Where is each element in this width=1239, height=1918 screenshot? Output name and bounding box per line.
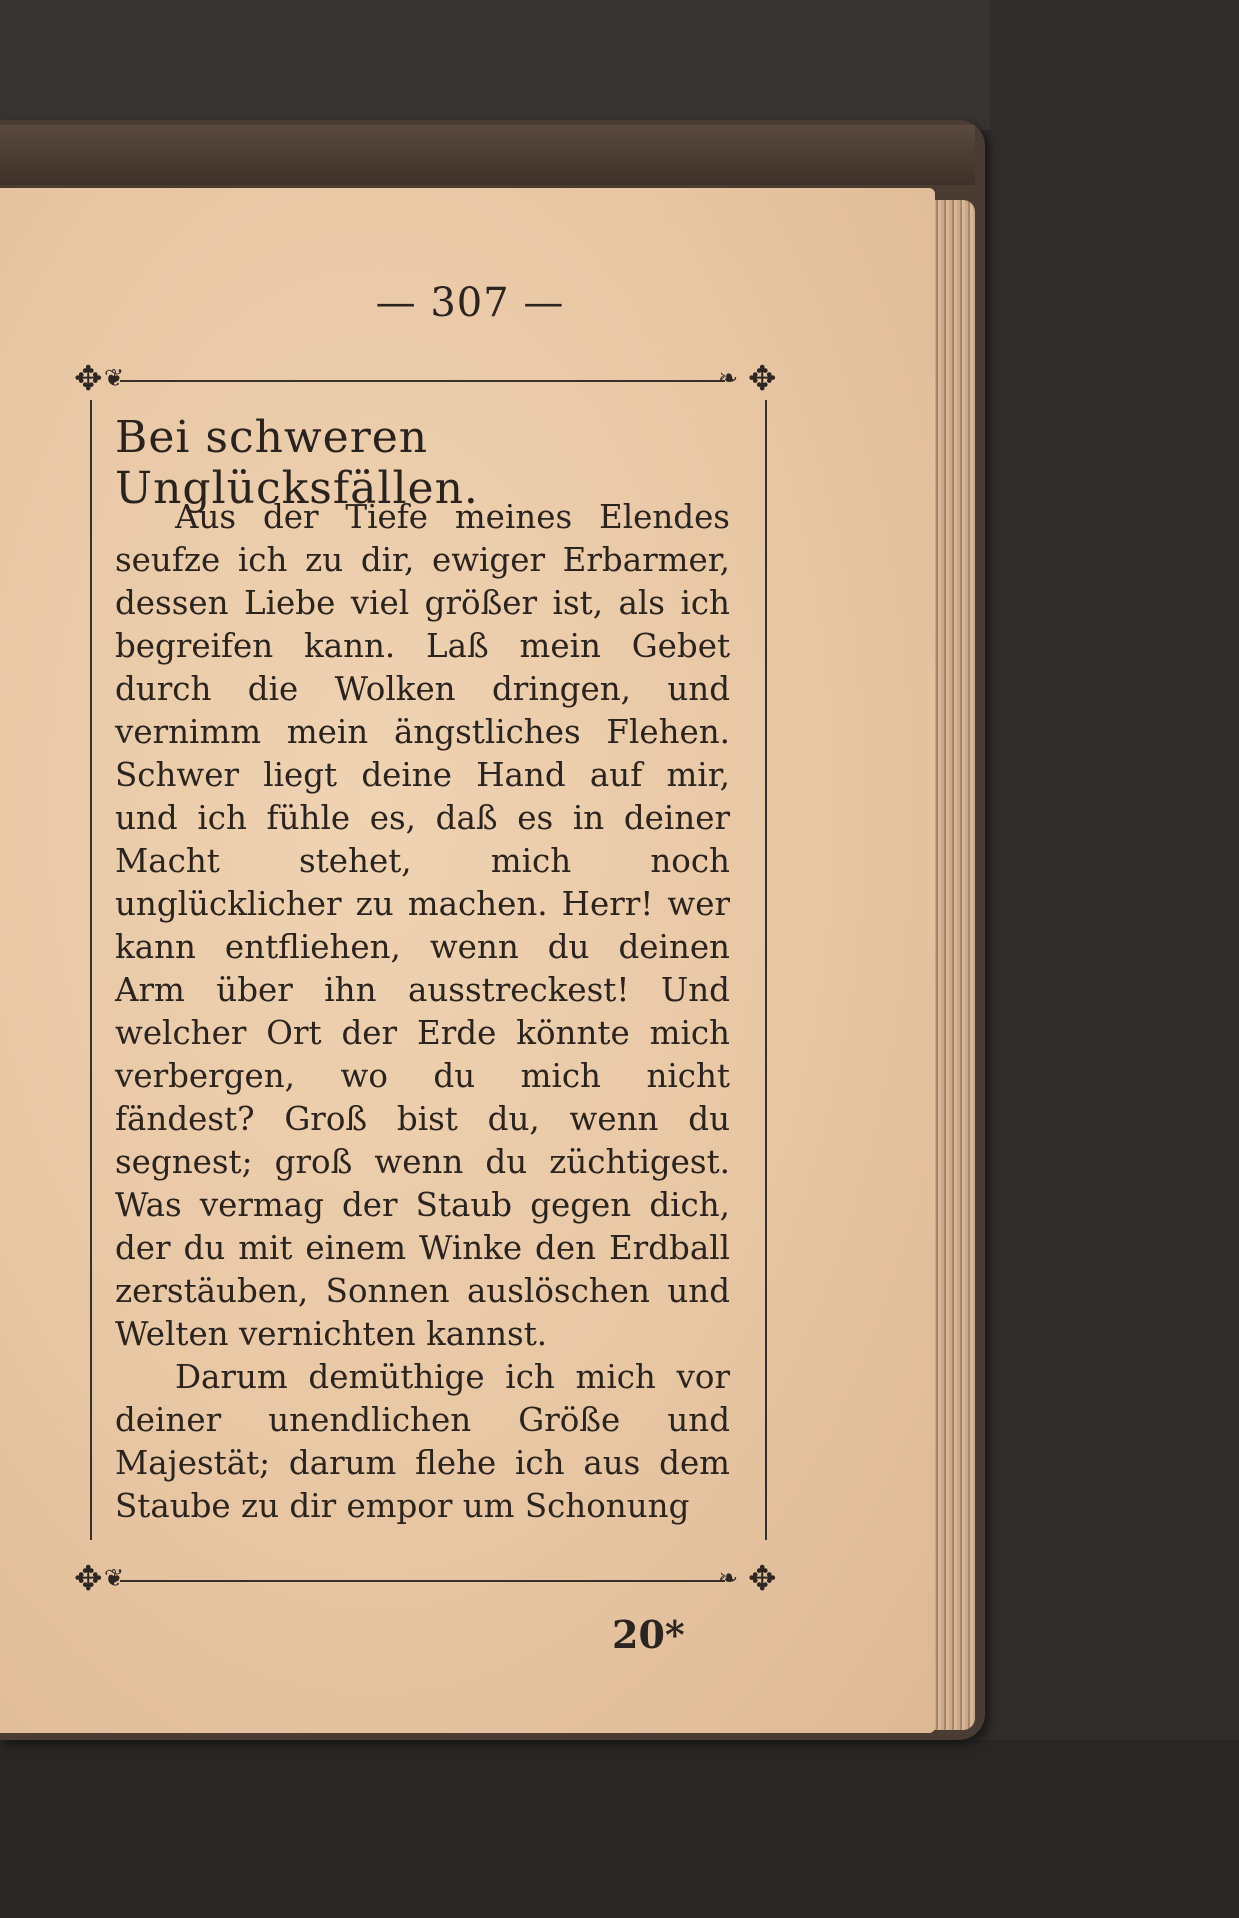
backdrop-right xyxy=(990,0,1239,1918)
cover-spine-strip xyxy=(0,125,975,185)
scroll-flourish-top-right-icon: ❧ xyxy=(718,364,739,392)
frame-top-rule xyxy=(120,380,725,382)
corner-ornament-bottom-right-icon: ✥ xyxy=(748,1559,777,1599)
scroll-flourish-top-left-icon: ❦ xyxy=(104,364,125,392)
corner-ornament-top-right-icon: ✥ xyxy=(748,359,777,399)
scroll-flourish-bottom-left-icon: ❦ xyxy=(104,1564,125,1592)
frame-bottom-rule xyxy=(120,1580,725,1582)
signature-mark: 20* xyxy=(612,1612,685,1657)
scroll-flourish-bottom-right-icon: ❧ xyxy=(718,1564,739,1592)
paragraph: Aus der Tiefe meines Elendes seufze ich zu dir, ewiger Erbarmer, dessen Liebe viel größer ist, als ich begreifen kann. Laß mein Gebet durch die Wolken dringen, und vernimm mein ängstliches Flehen. Schwer liegt deine Hand auf mir, und ich fühle es, daß es in deiner Macht stehet, mich noch unglücklicher zu machen. Herr! wer kann entfliehen, wenn du deinen Arm über ihn ausstreckest! Und welcher Ort der Erde könnte mich verbergen, wo du mich nicht fändest? Groß bist du, wenn du segnest; groß wenn du züchtigest. Was vermag der Staub gegen dich, der du mit einem Winke den Erdball zerstäuben, Sonnen auslöschen und Welten vernichten kannst. xyxy=(115,498,730,1353)
frame-left-rule xyxy=(90,400,92,1540)
frame-right-rule xyxy=(765,400,767,1540)
section-title: Bei schweren Unglücksfällen. xyxy=(115,412,479,514)
body-text xyxy=(115,496,730,1528)
backdrop-bottom xyxy=(0,1740,1239,1918)
paragraph: Darum demüthige ich mich vor deiner unendlichen Größe und Majestät; darum flehe ich aus dem Staube zu dir empor um Schonung xyxy=(115,1358,730,1525)
corner-ornament-bottom-left-icon: ✥ xyxy=(74,1559,103,1599)
page-number: — 307 — xyxy=(375,280,565,326)
corner-ornament-top-left-icon: ✥ xyxy=(74,359,103,399)
